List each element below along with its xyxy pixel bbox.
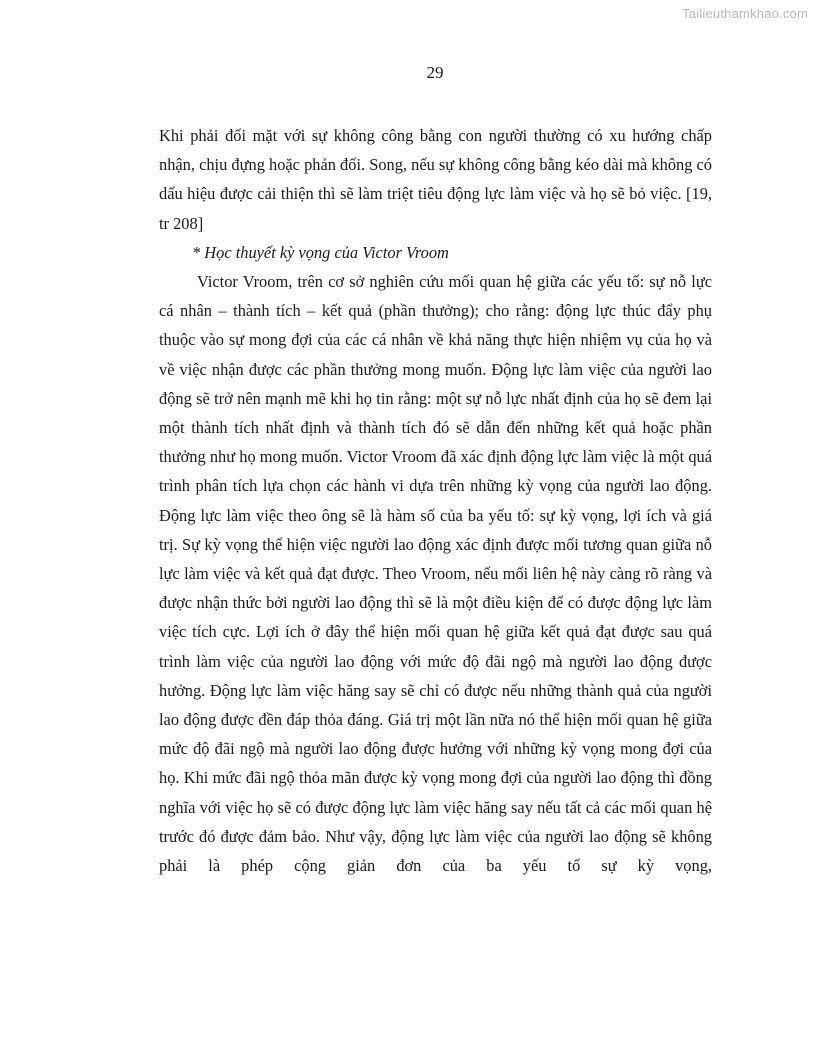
page-number: 29 [426, 63, 444, 82]
paragraph-unfairness-response: Khi phải đối mặt với sự không công bằng con người thường có xu hướng chấp nhận, chịu đựng hoặc phản đối. Song, nếu sự không công bằng kéo dài mà không có dấu hiệu được cải thiện thì sẽ làm triệt tiêu động lực làm việc và họ sẽ bỏ việc. [19, tr 208] [159, 126, 712, 233]
document-body [159, 121, 712, 880]
section-heading-vroom: * Học thuyết kỳ vọng của Victor Vroom [192, 242, 449, 262]
watermark: Tailieuthamkhao.com [682, 6, 808, 21]
paragraph-vroom-theory: Victor Vroom, trên cơ sở nghiên cứu mối quan hệ giữa các yếu tố: sự nỗ lực cá nhân – thành tích – kết quả (phần thưởng); cho rằng: động lực thúc đẩy phụ thuộc vào sự mong đợi của các cá nhân về khả năng thực hiện nhiệm vụ của họ và về việc nhận được các phần thưởng mong muốn. Động lực làm việc của người lao động sẽ trở nên mạnh mẽ khi họ tin rằng: một sự nỗ lực nhất định của họ sẽ đem lại một thành tích nhất định và thành tích đó sẽ dẫn đến những kết quả hoặc phần thưởng như họ mong muốn. Victor Vroom đã xác định động lực làm việc là một quá trình phân tích lựa chọn các hành vi dựa trên những kỳ vọng của người lao động. Động lực làm việc theo ông sẽ là hàm số của ba yếu tố: sự kỳ vọng, lợi ích và giá trị. Sự kỳ vọng thể hiện việc người lao động xác định được mối tương quan giữa nỗ lực làm việc và kết quả đạt được. Theo Vroom, nếu mối liên hệ này càng rõ ràng và được nhận thức bởi người lao động thì sẽ là một điều kiện để có được động lực làm việc tích cực. Lợi ích ở đây thể hiện mối quan hệ giữa kết quả đạt được sau quá trình làm việc của người lao động với mức độ đãi ngộ mà người lao động được hưởng. Động lực làm việc hăng say sẽ chỉ có được nếu những thành quả của người lao động được đền đáp thỏa đáng. Giá trị một lần nữa nó thể hiện mối quan hệ giữa mức độ đãi ngộ mà người lao động được hưởng với những kỳ vọng mong đợi của họ. Khi mức đãi ngộ thỏa mãn được kỳ vọng mong đợi của người lao động thì đồng nghĩa với việc họ sẽ có được động lực làm việc hăng say nếu tất cả các mối quan hệ trước đó được đảm bảo. Như vậy, động lực làm việc của người lao động sẽ không phải là phép cộng giản đơn của ba yếu tố sự kỳ vọng, [159, 272, 712, 876]
